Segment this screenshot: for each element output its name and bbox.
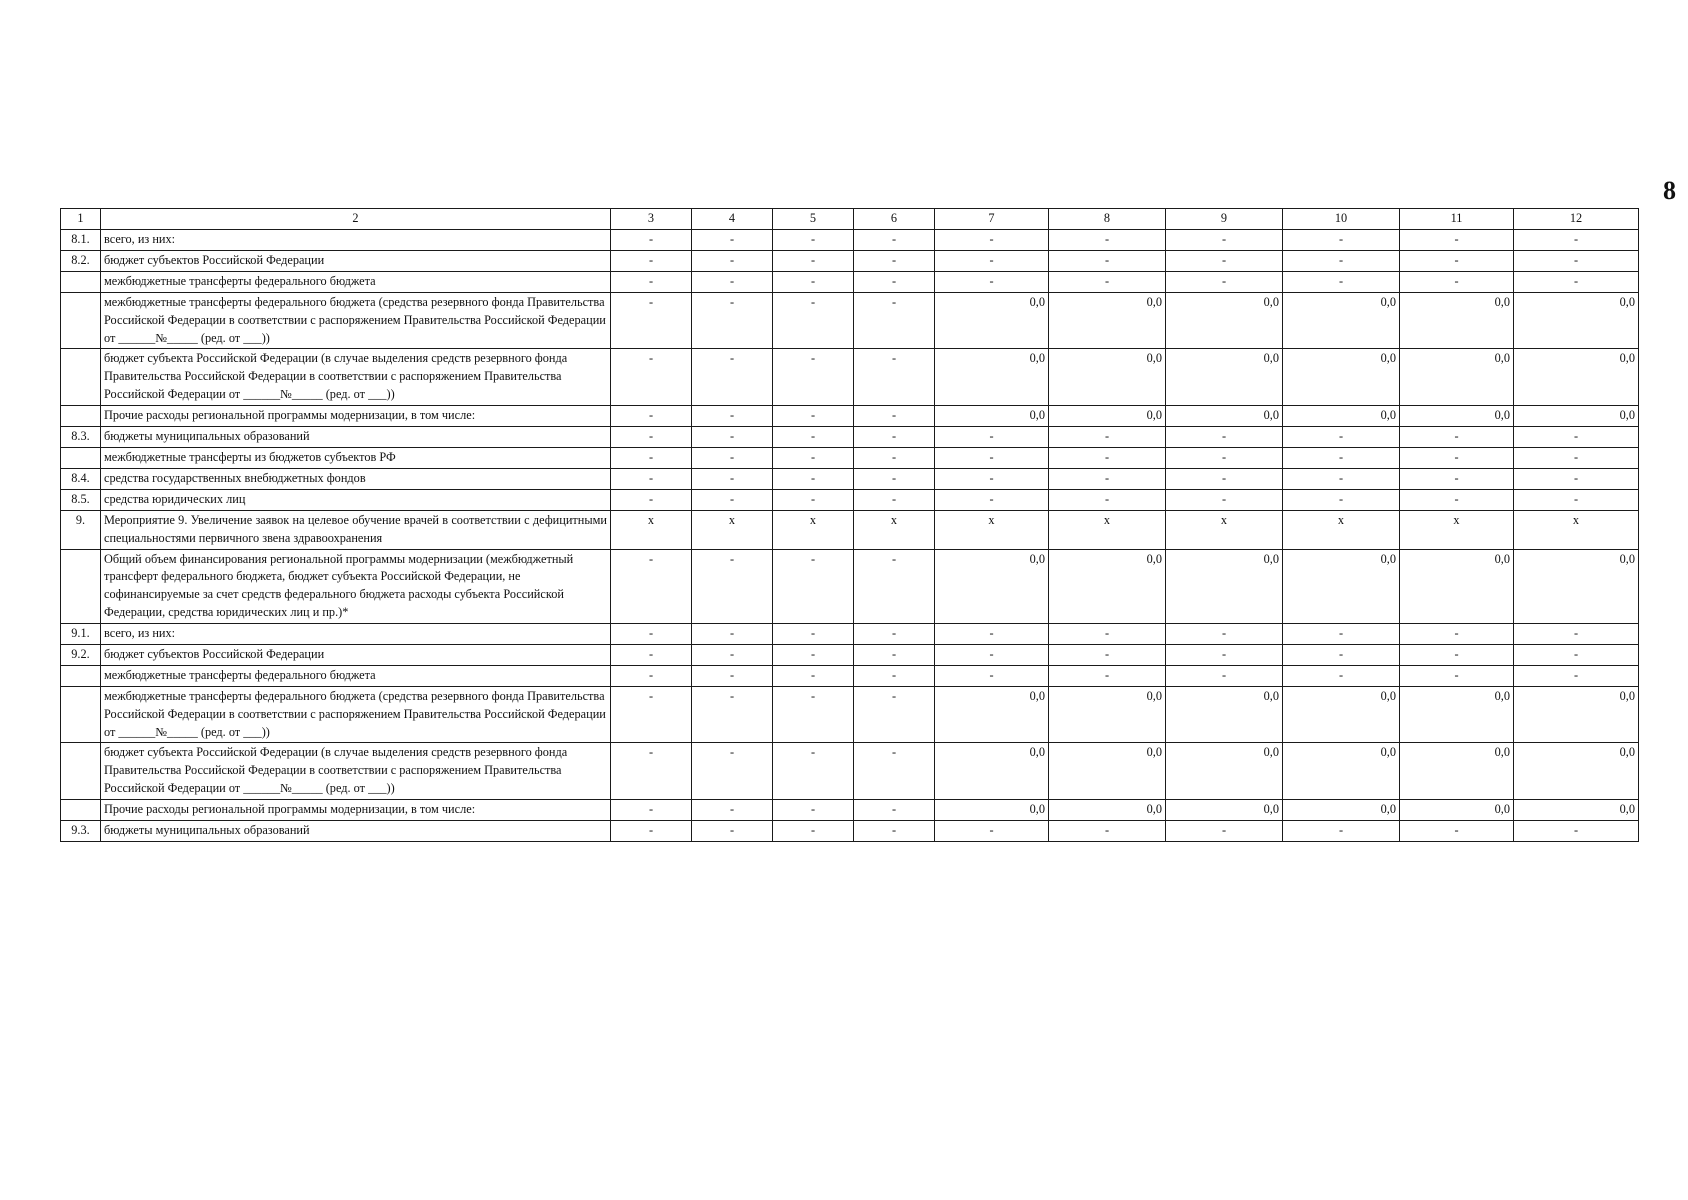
value-cell: 0,0 <box>1400 405 1514 426</box>
value-cell: - <box>1283 426 1400 447</box>
value-cell: - <box>773 799 854 820</box>
table-row <box>61 251 1639 272</box>
value-cell: x <box>1400 510 1514 549</box>
value-cell: - <box>611 489 692 510</box>
value-cell: 0,0 <box>935 349 1049 405</box>
column-header: 12 <box>1514 209 1639 230</box>
value-cell: - <box>1049 489 1166 510</box>
row-description: всего, из них: <box>101 230 611 251</box>
value-cell: - <box>1400 251 1514 272</box>
value-cell: - <box>1514 230 1639 251</box>
value-cell: 0,0 <box>1166 405 1283 426</box>
value-cell: - <box>1283 820 1400 841</box>
value-cell: - <box>692 623 773 644</box>
value-cell: - <box>773 686 854 742</box>
value-cell: 0,0 <box>1514 549 1639 623</box>
table-row <box>61 743 1639 799</box>
value-cell: 0,0 <box>935 686 1049 742</box>
row-description: Мероприятие 9. Увеличение заявок на целевое обучение врачей в соответствии с дефицитными специальностями первичного звена здравоохранения <box>101 510 611 549</box>
value-cell: x <box>611 510 692 549</box>
row-number <box>61 293 101 349</box>
table-row <box>61 349 1639 405</box>
value-cell: x <box>1166 510 1283 549</box>
value-cell: - <box>1283 447 1400 468</box>
value-cell: x <box>1049 510 1166 549</box>
row-number <box>61 349 101 405</box>
row-description: Прочие расходы региональной программы модернизации, в том числе: <box>101 799 611 820</box>
value-cell: - <box>854 426 935 447</box>
value-cell: - <box>611 549 692 623</box>
value-cell: - <box>1283 644 1400 665</box>
row-number: 9. <box>61 510 101 549</box>
row-description: всего, из них: <box>101 623 611 644</box>
value-cell: 0,0 <box>1283 799 1400 820</box>
value-cell: - <box>1400 820 1514 841</box>
value-cell: - <box>1400 272 1514 293</box>
value-cell: - <box>1166 665 1283 686</box>
value-cell: - <box>611 272 692 293</box>
value-cell: - <box>935 623 1049 644</box>
value-cell: 0,0 <box>1166 799 1283 820</box>
value-cell: - <box>854 686 935 742</box>
value-cell: - <box>692 272 773 293</box>
value-cell: x <box>854 510 935 549</box>
value-cell: - <box>1400 230 1514 251</box>
column-header: 3 <box>611 209 692 230</box>
table-row <box>61 549 1639 623</box>
value-cell: - <box>692 230 773 251</box>
value-cell: - <box>854 230 935 251</box>
row-number <box>61 272 101 293</box>
value-cell: - <box>611 686 692 742</box>
value-cell: - <box>692 468 773 489</box>
table-row <box>61 799 1639 820</box>
value-cell: - <box>935 665 1049 686</box>
column-header: 5 <box>773 209 854 230</box>
value-cell: - <box>1166 251 1283 272</box>
column-header: 8 <box>1049 209 1166 230</box>
value-cell: - <box>692 644 773 665</box>
value-cell: - <box>1049 447 1166 468</box>
value-cell: - <box>1514 447 1639 468</box>
value-cell: 0,0 <box>935 405 1049 426</box>
row-number <box>61 447 101 468</box>
value-cell: - <box>854 293 935 349</box>
value-cell: - <box>1049 426 1166 447</box>
value-cell: - <box>692 549 773 623</box>
row-description: бюджет субъектов Российской Федерации <box>101 644 611 665</box>
value-cell: - <box>1283 272 1400 293</box>
value-cell: - <box>692 426 773 447</box>
value-cell: - <box>773 447 854 468</box>
value-cell: 0,0 <box>935 293 1049 349</box>
value-cell: - <box>854 251 935 272</box>
value-cell: - <box>692 799 773 820</box>
value-cell: 0,0 <box>1166 686 1283 742</box>
value-cell: - <box>1166 623 1283 644</box>
value-cell: - <box>773 468 854 489</box>
budget-table <box>60 208 1639 842</box>
value-cell: - <box>1400 447 1514 468</box>
value-cell: - <box>1166 468 1283 489</box>
row-number: 9.2. <box>61 644 101 665</box>
value-cell: 0,0 <box>1283 293 1400 349</box>
row-description: межбюджетные трансферты федерального бюджета <box>101 272 611 293</box>
value-cell: - <box>611 251 692 272</box>
table-row <box>61 293 1639 349</box>
row-description: Общий объем финансирования региональной программы модернизации (межбюджетный трансферт федерального бюджета, бюджет субъекта Российской Федерации, не софинансируемые за счет средств федерального бюджета расходы субъекта Российской Федерации, средства юридических лиц и пр.)* <box>101 549 611 623</box>
value-cell: - <box>692 743 773 799</box>
value-cell: - <box>611 820 692 841</box>
value-cell: - <box>692 447 773 468</box>
value-cell: - <box>1400 468 1514 489</box>
value-cell: - <box>854 489 935 510</box>
column-header: 10 <box>1283 209 1400 230</box>
value-cell: 0,0 <box>1400 349 1514 405</box>
value-cell: - <box>854 799 935 820</box>
value-cell: - <box>692 820 773 841</box>
value-cell: 0,0 <box>1514 799 1639 820</box>
row-description: средства государственных внебюджетных фондов <box>101 468 611 489</box>
row-number: 9.3. <box>61 820 101 841</box>
row-number: 8.1. <box>61 230 101 251</box>
value-cell: 0,0 <box>1166 349 1283 405</box>
value-cell: - <box>1400 665 1514 686</box>
value-cell: - <box>854 447 935 468</box>
value-cell: - <box>1283 468 1400 489</box>
value-cell: - <box>773 623 854 644</box>
column-header: 6 <box>854 209 935 230</box>
value-cell: - <box>773 272 854 293</box>
value-cell: - <box>773 405 854 426</box>
value-cell: 0,0 <box>1400 293 1514 349</box>
table-row <box>61 230 1639 251</box>
value-cell: - <box>1400 489 1514 510</box>
value-cell: - <box>773 230 854 251</box>
value-cell: x <box>1283 510 1400 549</box>
value-cell: 0,0 <box>1283 743 1400 799</box>
table-body <box>61 209 1639 842</box>
value-cell: - <box>1514 820 1639 841</box>
value-cell: - <box>773 251 854 272</box>
value-cell: - <box>692 293 773 349</box>
row-number: 8.3. <box>61 426 101 447</box>
value-cell: - <box>854 820 935 841</box>
value-cell: - <box>611 799 692 820</box>
row-number <box>61 799 101 820</box>
value-cell: - <box>935 447 1049 468</box>
value-cell: - <box>773 293 854 349</box>
value-cell: - <box>1166 489 1283 510</box>
value-cell: - <box>935 468 1049 489</box>
value-cell: - <box>1049 468 1166 489</box>
row-number: 8.2. <box>61 251 101 272</box>
value-cell: - <box>1283 623 1400 644</box>
row-number <box>61 743 101 799</box>
value-cell: - <box>854 644 935 665</box>
value-cell: - <box>611 293 692 349</box>
value-cell: - <box>1166 820 1283 841</box>
value-cell: 0,0 <box>1049 349 1166 405</box>
value-cell: - <box>1514 644 1639 665</box>
value-cell: - <box>611 665 692 686</box>
value-cell: - <box>1283 230 1400 251</box>
value-cell: - <box>1166 272 1283 293</box>
value-cell: 0,0 <box>1400 686 1514 742</box>
value-cell: - <box>611 426 692 447</box>
row-description: бюджет субъектов Российской Федерации <box>101 251 611 272</box>
value-cell: - <box>935 489 1049 510</box>
row-number: 9.1. <box>61 623 101 644</box>
value-cell: - <box>773 489 854 510</box>
row-description: межбюджетные трансферты из бюджетов субъектов РФ <box>101 447 611 468</box>
column-header: 1 <box>61 209 101 230</box>
value-cell: - <box>1049 820 1166 841</box>
value-cell: 0,0 <box>1400 549 1514 623</box>
table-row <box>61 272 1639 293</box>
value-cell: 0,0 <box>1049 549 1166 623</box>
value-cell: - <box>1514 251 1639 272</box>
value-cell: - <box>611 230 692 251</box>
value-cell: - <box>1049 230 1166 251</box>
row-number <box>61 686 101 742</box>
value-cell: 0,0 <box>1514 686 1639 742</box>
value-cell: x <box>773 510 854 549</box>
value-cell: - <box>1514 426 1639 447</box>
row-number: 8.4. <box>61 468 101 489</box>
row-number <box>61 549 101 623</box>
value-cell: 0,0 <box>1514 349 1639 405</box>
value-cell: - <box>611 349 692 405</box>
value-cell: - <box>611 405 692 426</box>
column-header: 11 <box>1400 209 1514 230</box>
row-description: межбюджетные трансферты федерального бюджета <box>101 665 611 686</box>
value-cell: - <box>1049 644 1166 665</box>
column-header: 4 <box>692 209 773 230</box>
value-cell: - <box>1166 644 1283 665</box>
value-cell: - <box>935 644 1049 665</box>
value-cell: 0,0 <box>1049 799 1166 820</box>
table-row <box>61 447 1639 468</box>
value-cell: 0,0 <box>1400 743 1514 799</box>
value-cell: - <box>935 272 1049 293</box>
value-cell: 0,0 <box>1283 405 1400 426</box>
value-cell: - <box>1049 623 1166 644</box>
value-cell: 0,0 <box>1049 686 1166 742</box>
row-description: бюджет субъекта Российской Федерации (в случае выделения средств резервного фонда Правительства Российской Федерации в соответствии с распоряжением Правительства Российской Федерации от ______№_____ (ред. от ___)) <box>101 349 611 405</box>
table-row <box>61 468 1639 489</box>
row-description: межбюджетные трансферты федерального бюджета (средства резервного фонда Правительства Российской Федерации в соответствии с распоряжением Правительства Российской Федерации от ______№_____ (ред. от ___)) <box>101 293 611 349</box>
value-cell: - <box>611 468 692 489</box>
value-cell: - <box>611 743 692 799</box>
value-cell: - <box>935 426 1049 447</box>
value-cell: - <box>773 426 854 447</box>
value-cell: 0,0 <box>1049 405 1166 426</box>
value-cell: - <box>1283 251 1400 272</box>
value-cell: - <box>1049 251 1166 272</box>
header-row <box>61 209 1639 230</box>
row-number <box>61 405 101 426</box>
value-cell: 0,0 <box>1400 799 1514 820</box>
value-cell: 0,0 <box>1514 743 1639 799</box>
table-row <box>61 644 1639 665</box>
value-cell: - <box>1283 489 1400 510</box>
value-cell: 0,0 <box>1283 349 1400 405</box>
value-cell: - <box>854 623 935 644</box>
row-number <box>61 665 101 686</box>
value-cell: - <box>1514 623 1639 644</box>
value-cell: - <box>611 644 692 665</box>
row-description: Прочие расходы региональной программы модернизации, в том числе: <box>101 405 611 426</box>
value-cell: - <box>854 272 935 293</box>
row-description: бюджет субъекта Российской Федерации (в случае выделения средств резервного фонда Правительства Российской Федерации в соответствии с распоряжением Правительства Российской Федерации от ______№_____ (ред. от ___)) <box>101 743 611 799</box>
value-cell: - <box>692 489 773 510</box>
value-cell: - <box>692 686 773 742</box>
value-cell: - <box>1400 623 1514 644</box>
page-number: 8 <box>1663 176 1676 205</box>
value-cell: - <box>773 644 854 665</box>
value-cell: - <box>773 665 854 686</box>
value-cell: 0,0 <box>935 743 1049 799</box>
value-cell: 0,0 <box>1283 686 1400 742</box>
value-cell: 0,0 <box>1514 405 1639 426</box>
value-cell: 0,0 <box>1166 549 1283 623</box>
value-cell: - <box>935 251 1049 272</box>
table-row <box>61 489 1639 510</box>
value-cell: - <box>773 549 854 623</box>
value-cell: - <box>854 468 935 489</box>
table-row <box>61 820 1639 841</box>
value-cell: - <box>854 405 935 426</box>
value-cell: - <box>1049 665 1166 686</box>
value-cell: - <box>1166 230 1283 251</box>
value-cell: 0,0 <box>1166 743 1283 799</box>
value-cell: - <box>1400 644 1514 665</box>
value-cell: x <box>1514 510 1639 549</box>
value-cell: - <box>773 349 854 405</box>
value-cell: - <box>1514 489 1639 510</box>
value-cell: - <box>692 665 773 686</box>
table-row <box>61 405 1639 426</box>
value-cell: - <box>692 251 773 272</box>
row-description: бюджеты муниципальных образований <box>101 820 611 841</box>
column-header: 7 <box>935 209 1049 230</box>
value-cell: x <box>692 510 773 549</box>
value-cell: 0,0 <box>935 549 1049 623</box>
column-header: 2 <box>101 209 611 230</box>
table-row <box>61 686 1639 742</box>
value-cell: - <box>935 820 1049 841</box>
value-cell: - <box>1166 426 1283 447</box>
value-cell: - <box>1514 665 1639 686</box>
table-row <box>61 510 1639 549</box>
value-cell: - <box>692 405 773 426</box>
value-cell: - <box>692 349 773 405</box>
value-cell: - <box>1514 468 1639 489</box>
value-cell: - <box>1166 447 1283 468</box>
value-cell: - <box>854 549 935 623</box>
value-cell: 0,0 <box>1283 549 1400 623</box>
value-cell: - <box>773 820 854 841</box>
value-cell: - <box>854 349 935 405</box>
row-description: межбюджетные трансферты федерального бюджета (средства резервного фонда Правительства Российской Федерации в соответствии с распоряжением Правительства Российской Федерации от ______№_____ (ред. от ___)) <box>101 686 611 742</box>
value-cell: 0,0 <box>1514 293 1639 349</box>
column-header: 9 <box>1166 209 1283 230</box>
row-number: 8.5. <box>61 489 101 510</box>
table-row <box>61 426 1639 447</box>
value-cell: 0,0 <box>1049 293 1166 349</box>
value-cell: x <box>935 510 1049 549</box>
row-description: бюджеты муниципальных образований <box>101 426 611 447</box>
value-cell: 0,0 <box>1049 743 1166 799</box>
row-description: средства юридических лиц <box>101 489 611 510</box>
value-cell: - <box>611 623 692 644</box>
value-cell: - <box>935 230 1049 251</box>
table-row <box>61 623 1639 644</box>
value-cell: - <box>854 743 935 799</box>
table-row <box>61 665 1639 686</box>
value-cell: - <box>1514 272 1639 293</box>
value-cell: 0,0 <box>935 799 1049 820</box>
value-cell: - <box>1400 426 1514 447</box>
value-cell: - <box>854 665 935 686</box>
value-cell: - <box>1283 665 1400 686</box>
value-cell: 0,0 <box>1166 293 1283 349</box>
value-cell: - <box>1049 272 1166 293</box>
value-cell: - <box>773 743 854 799</box>
value-cell: - <box>611 447 692 468</box>
